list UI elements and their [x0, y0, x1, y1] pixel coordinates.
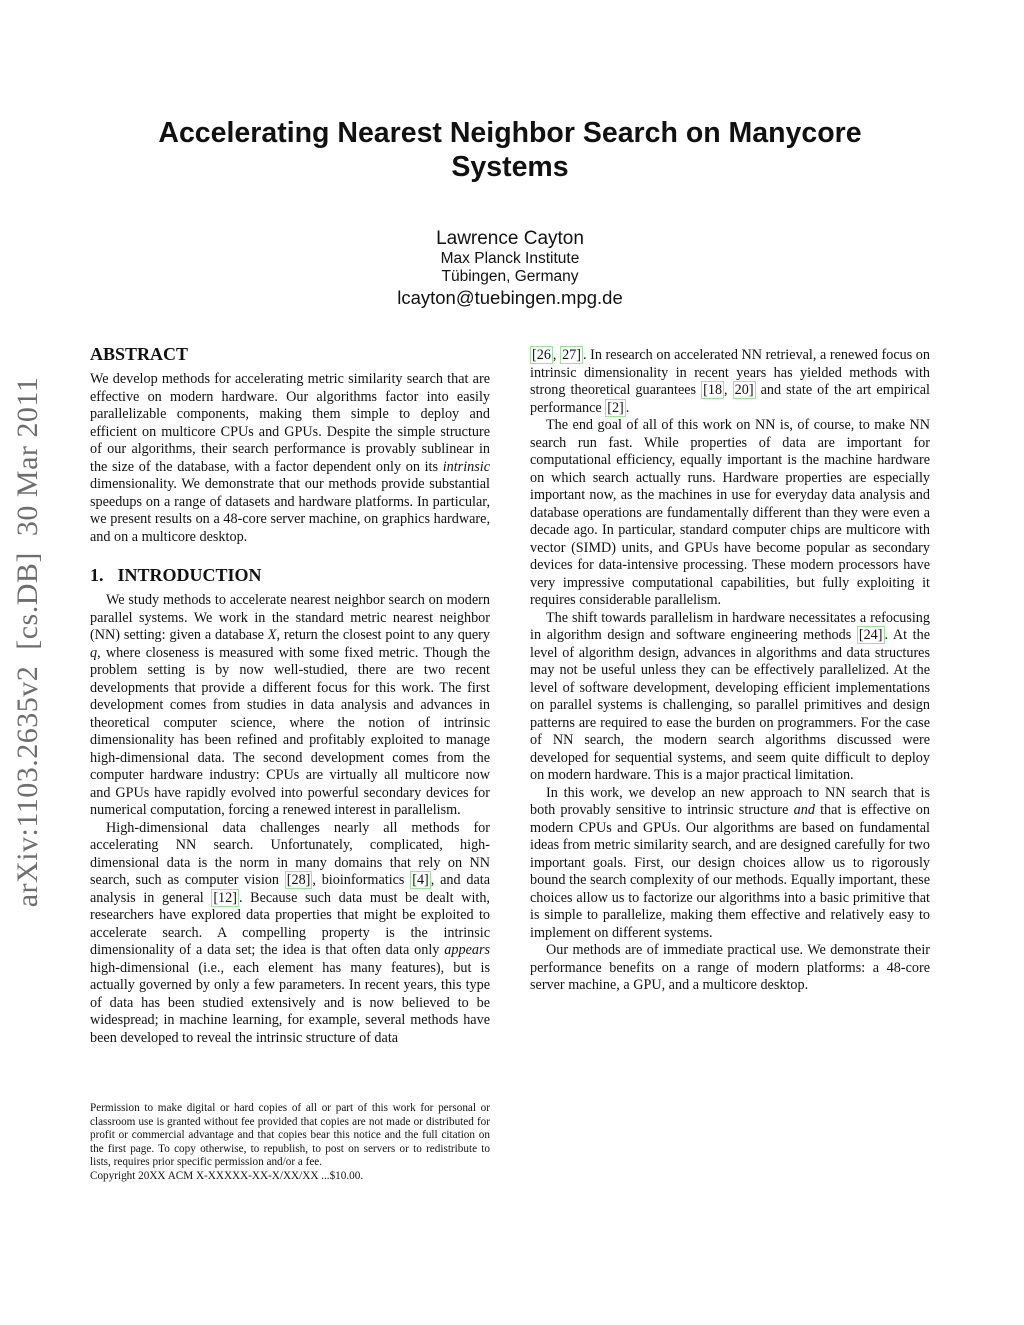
- intro-paragraph-5: In this work, we develop an new approach to NN search that is both provably sensitive to intrinsic structure and that is effective on modern CPUs and GPUs. Our algorithms are based on fundamental ideas from metric similarity search, and are designed carefully for two important goals. First, our design choices allow us to rigorously bound the search complexity of our methods. Equally important, these choices allow us to factorize our algorithms into a basic primitive that is simple to parallelize, making them effective and relatively easy to implement on different systems.: [530, 784, 930, 941]
- author-affiliation: Max Planck Institute: [440, 250, 580, 267]
- citation-link[interactable]: [28]: [286, 872, 311, 888]
- arxiv-stamp: arXiv:1103.2635v2 [cs.DB] 30 Mar 2011: [11, 376, 44, 908]
- author-location: Tübingen, Germany: [441, 268, 579, 285]
- intro-paragraph-6: Our methods are of immediate practical use. We demonstrate their performance benefits on a range of modern platforms: a 48-core server machine, a GPU, and a multicore desktop.: [530, 942, 930, 993]
- intro-paragraph-1: We study methods to accelerate nearest neighbor search on modern parallel systems. We work in the standard metric nearest neighbor (NN) setting: given a database X, return the closest point to any query q, where closeness is measured with some fixed metric. Though the problem setting is by now well-studied, there are two recent developments that provide a different focus for this work. The first development comes from studies in data analysis and advances in theoretical computer science, where the notion of intrinsic dimensionality has been refined and profitably exploited to manage high-dimensional data. The second development comes from the computer hardware industry: CPUs are virtually all multicore now and GPUs have rapidly evolved into powerful secondary devices for numerical computation, forcing a renewed interest in parallelism.: [90, 592, 491, 818]
- intro-paragraph-2: High-dimensional data challenges nearly all methods for accelerating NN search. Unfortunately, complicated, high-dimensional data is the norm in many domains that rely on NN search, such as computer vision [28] , bioinformatics [4] , and data analysis in general [12] . Because such data must be dealt with, researchers have explored data properties that might be exploited to accelerate search. A compelling property is the intrinsic dimensionality of a data set; the idea is that often data only appears high-dimensional (i.e., each element has many features), but is actually governed by only a few parameters. In recent years, this type of data has been studied extensively and is now believed to be widespread; in machine learning, for example, several methods have been developed to reveal the intrinsic structure of data: [90, 819, 490, 1046]
- intro-paragraph-4: The shift towards parallelism in hardware necessitates a refocusing in algorithm design and software engineering methods [24] . At the level of algorithm design, advances in algorithms and data structures may not be useful unless they can be effectively parallelized. At the level of software development, developing efficient implementations on parallel systems is challenging, so parallel primitives and design patterns are required to ease the burden on programmers. For the case of NN search, the modern search algorithms discussed were developed for sequential systems, and seem quite difficult to deploy on modern hardware. This is a major practical limitation.: [530, 609, 930, 783]
- abstract-text: We develop methods for accelerating metric similarity search that are effective on modern hardware. Our algorithms factor into easily parallelizable components, making them simple to deploy and efficient on multicore CPUs and GPUs. Despite the simple structure of our algorithms, their search performance is provably sublinear in the size of the database, with a factor dependent only on its intrinsic dimensionality. We demonstrate that our methods provide substantial speedups on a range of datasets and hardware platforms. In particular, we present results on a 48-core server machine, on graphics hardware, and on a multicore desktop.: [90, 371, 490, 545]
- citation-link[interactable]: [2]: [607, 399, 624, 416]
- citation-link[interactable]: [4]: [412, 872, 429, 888]
- copyright-text: Copyright 20XX ACM X-XXXXX-XX-X/XX/XX ...$10.00.: [90, 1169, 364, 1182]
- author-email: lcayton@tuebingen.mpg.de: [397, 287, 623, 308]
- intro-paragraph-3: The end goal of all of this work on NN is, of course, to make NN search run fast. While properties of data are important for computational efficiency, equally important is the machine hardware on which search actually runs. Hardware properties are especially important now, as the machines in use for everyday data analysis and database operations are fundamentally different than they were even a decade ago. In particular, standard computer chips are multicore with vector (SIMD) units, and GPUs have become popular as secondary devices for data-intensive processing. These modern processors have very impressive computational capabilities, but fully exploiting it requires considerable parallelism.: [530, 417, 930, 608]
- author-name: Lawrence Cayton: [436, 228, 584, 249]
- citation-link[interactable]: 27]: [562, 347, 581, 363]
- abstract-heading: ABSTRACT: [90, 344, 189, 364]
- citation-link[interactable]: [24]: [858, 627, 883, 643]
- author-block: [310, 228, 710, 310]
- citation-link[interactable]: 20]: [734, 382, 754, 398]
- introduction-heading: 1. INTRODUCTION: [90, 565, 262, 585]
- permission-footnote: [90, 1102, 490, 1183]
- citation-link[interactable]: [12]: [213, 889, 237, 906]
- right-column: [530, 347, 930, 995]
- left-column: [90, 343, 490, 1047]
- intro-paragraph-2-continued: [26 , 27] . In research on accelerated NN retrieval, a renewed focus on intrinsic dimensionality in recent years has yielded methods with strong theoretical guarantees [18 , 20] and state of the art empirical performance [2] .: [530, 347, 930, 416]
- citation-link[interactable]: [26: [532, 347, 551, 363]
- paper-title: Accelerating Nearest Neighbor Search on Manycore Systems: [158, 117, 862, 183]
- permission-text: Permission to make digital or hard copies of all or part of this work for personal or classroom use is granted without fee provided that copies are not made or distributed for profit or commercial advantage and that copies bear this notice and the full citation on the first page. To copy otherwise, to republish, to post on servers or to redistribute to lists, requires prior specific permission and/or a fee.: [90, 1102, 490, 1168]
- citation-link[interactable]: [18: [703, 382, 723, 398]
